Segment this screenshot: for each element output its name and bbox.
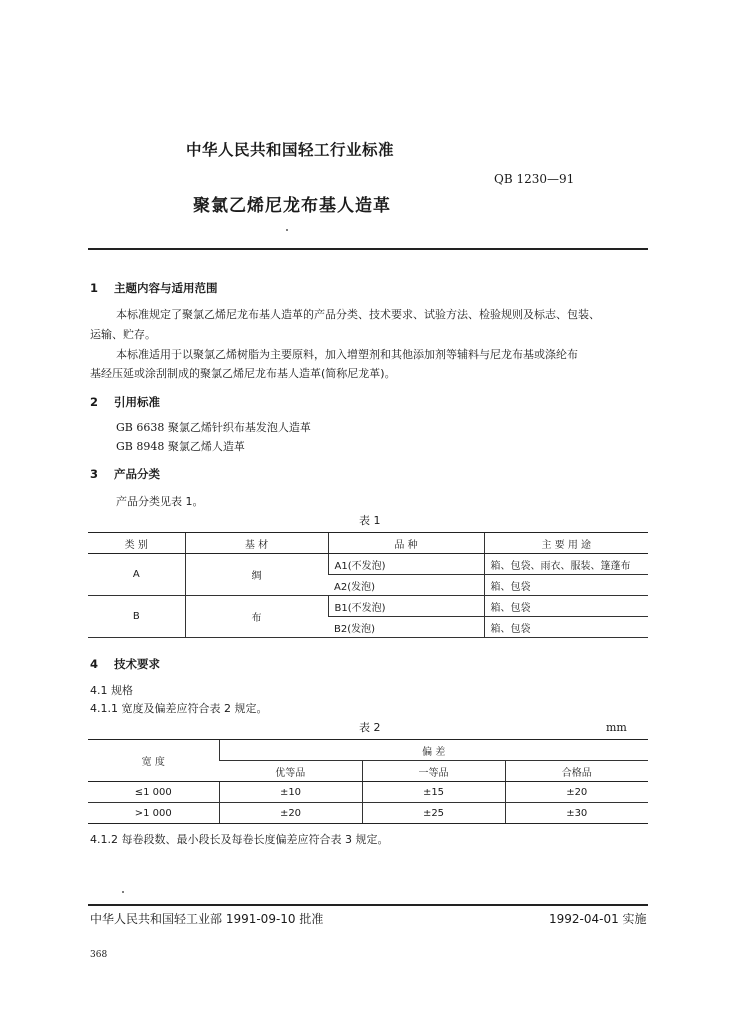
issuing-authority: 中华人民共和国轻工行业标准 [186, 141, 395, 159]
table-1-cell-variety: B1(不发泡) [328, 596, 484, 617]
table-1-cell-base: 布 [185, 596, 328, 638]
table-2-cell-width: >1 000 [88, 803, 219, 824]
section-1-heading: 1 主题内容与适用范围 [90, 281, 218, 295]
section-3-intro: 产品分类见表 1。 [116, 495, 204, 508]
table-1-cell-base: 绸 [185, 554, 328, 596]
table-2-cell-value: ±30 [505, 803, 648, 824]
reference-1: GB 6638 聚氯乙烯针织布基发泡人造革 [116, 421, 311, 434]
table-2-header-grade-qualified: 合格品 [505, 761, 648, 782]
table-2-caption: 表 2 [359, 721, 381, 734]
approval-line: 中华人民共和国轻工业部 1991-09-10 批准 [90, 912, 324, 926]
section-3-heading: 3 产品分类 [90, 467, 160, 481]
section-4-1-1: 4.1.1 宽度及偏差应符合表 2 规定。 [90, 702, 268, 715]
section-1-para-1a: 本标准规定了聚氯乙烯尼龙布基人造革的产品分类、技术要求、试验方法、检验规则及标志、包装、 [116, 308, 600, 321]
scan-speck [286, 229, 288, 231]
table-1-cell-variety: B2(发泡) [328, 617, 484, 638]
page-number: 368 [90, 950, 108, 960]
section-1-para-1b: 运输、贮存。 [90, 328, 156, 341]
section-1-para-2a: 本标准适用于以聚氯乙烯树脂为主要原料，加入增塑剂和其他添加剂等辅料与尼龙布基或涤纶布 [116, 348, 578, 361]
table-1-header-use: 主 要 用 途 [484, 533, 648, 554]
table-2-header-grade-first: 一等品 [362, 761, 505, 782]
scan-speck [122, 891, 124, 893]
table-1-header-category: 类 别 [88, 533, 185, 554]
table-2-cell-value: ±25 [362, 803, 505, 824]
table-1-cell-variety: A1(不发泡) [328, 554, 484, 575]
table-2-cell-value: ±10 [219, 782, 362, 803]
table-1-cell-use: 箱、包袋 [484, 575, 648, 596]
table-2 [88, 739, 648, 824]
section-4-heading: 4 技术要求 [90, 657, 160, 671]
header-rule [88, 248, 648, 250]
table-1-header-base: 基 材 [185, 533, 328, 554]
table-1-header-variety: 品 种 [328, 533, 484, 554]
table-2-cell-value: ±20 [505, 782, 648, 803]
table-2-header-deviation: 偏 差 [219, 740, 648, 761]
table-2-unit: mm [606, 721, 627, 734]
section-4-1: 4.1 规格 [90, 684, 133, 697]
implementation-date: 1992-04-01 实施 [549, 912, 647, 926]
table-2-cell-value: ±15 [362, 782, 505, 803]
table-1-cell-use: 箱、包袋 [484, 617, 648, 638]
table-1 [88, 532, 648, 638]
table-2-header-grade-premium: 优等品 [219, 761, 362, 782]
table-1-cell-variety: A2(发泡) [328, 575, 484, 596]
section-2-heading: 2 引用标准 [90, 395, 160, 409]
standard-code: QB 1230—91 [494, 172, 575, 186]
table-1-cell-use: 箱、包袋 [484, 596, 648, 617]
table-1-cell-use: 箱、包袋、雨衣、服装、篷蓬布 [484, 554, 648, 575]
table-1-caption: 表 1 [359, 514, 381, 527]
section-4-1-2: 4.1.2 每卷段数、最小段长及每卷长度偏差应符合表 3 规定。 [90, 833, 389, 846]
table-1-cell-category: A [88, 554, 185, 596]
table-2-cell-width: ≤1 000 [88, 782, 219, 803]
footer-rule [88, 904, 648, 906]
section-1-para-2b: 基经压延或涂刮制成的聚氯乙烯尼龙布基人造革(简称尼龙革)。 [90, 367, 396, 380]
table-2-cell-value: ±20 [219, 803, 362, 824]
reference-2: GB 8948 聚氯乙烯人造革 [116, 440, 245, 453]
document-title: 聚氯乙烯尼龙布基人造革 [193, 196, 391, 216]
table-2-header-width: 宽 度 [88, 740, 219, 782]
table-1-cell-category: B [88, 596, 185, 638]
